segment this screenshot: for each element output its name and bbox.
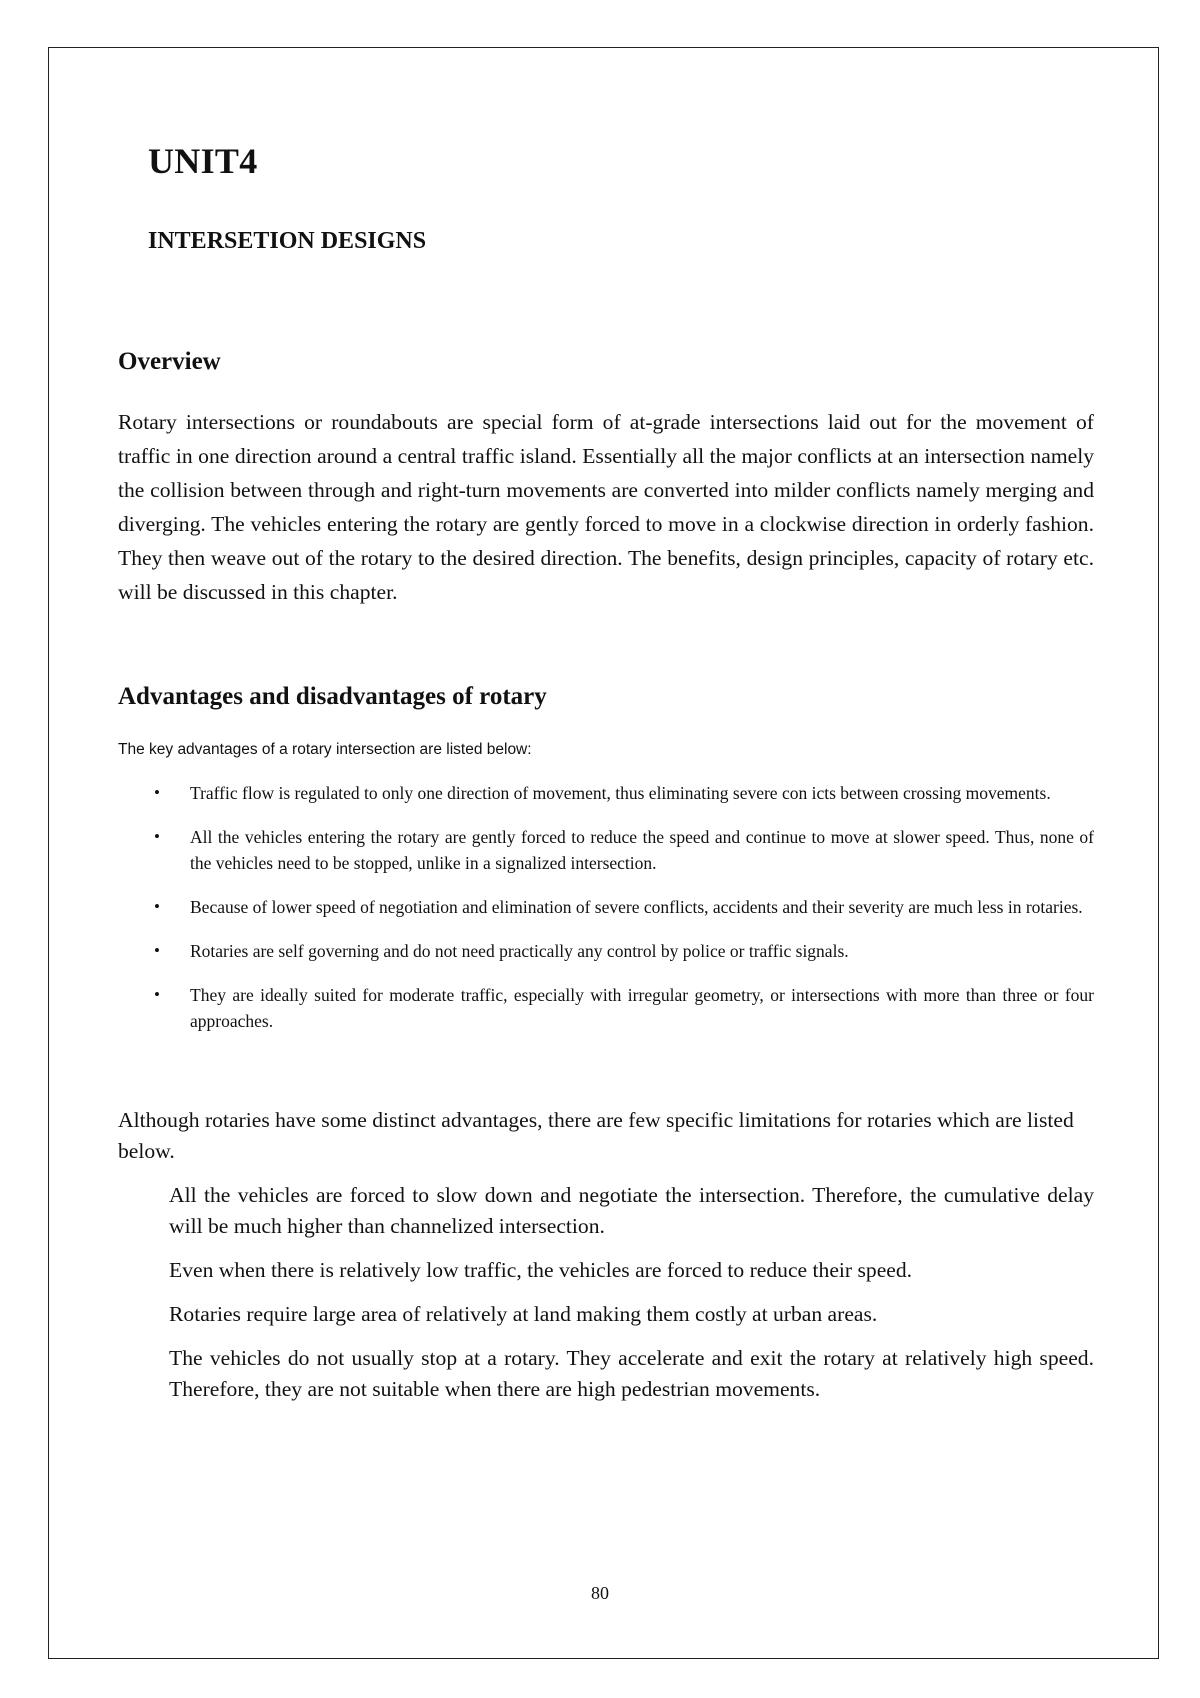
unit-title: UNIT4 (148, 141, 258, 181)
overview-heading: Overview (118, 348, 221, 375)
list-item-text: Traffic flow is regulated to only one direction of movement, thus eliminating severe con icts between crossing movements. (190, 783, 1051, 803)
advantages-list (118, 780, 1094, 1052)
limitations-list (169, 1180, 1094, 1418)
advantages-intro: The key advantages of a rotary intersection are listed below: (118, 741, 532, 758)
page-number: 80 (591, 1583, 609, 1603)
bullet-icon: • (154, 827, 160, 846)
list-item-text: All the vehicles entering the rotary are gently forced to reduce the speed and continue to move at slower speed. Thus, none of the vehicles need to be stopped, unlike in a signalized intersection. (190, 827, 1094, 873)
list-item (118, 894, 1094, 920)
list-item-text: They are ideally suited for moderate traffic, especially with irregular geometry, or intersections with more than three or four approaches. (190, 985, 1094, 1031)
list-item: Even when there is relatively low traffic, the vehicles are forced to reduce their speed. (169, 1258, 913, 1282)
advantages-heading: Advantages and disadvantages of rotary (118, 683, 547, 710)
list-item: The vehicles do not usually stop at a rotary. They accelerate and exit the rotary at relatively high speed. Therefore, they are not suitable when there are high pedestrian movements. (169, 1346, 1094, 1401)
list-item (118, 780, 1094, 806)
list-item (118, 824, 1094, 876)
overview-paragraph: Rotary intersections or roundabouts are special form of at-grade intersections laid out for the movement of traffic in one direction around a central traffic island. Essentially all the major conflicts at an intersection namely the collision between through and right-turn movements are converted into milder conflicts namely merging and diverging. The vehicles entering the rotary are gently forced to move in a clockwise direction in orderly fashion. They then weave out of the rotary to the desired direction. The benefits, design principles, capacity of rotary etc. will be discussed in this chapter. (118, 410, 1094, 604)
list-item-text: Because of lower speed of negotiation and elimination of severe conflicts, accidents and their severity are much less in rotaries. (190, 897, 1083, 917)
list-item (118, 938, 1094, 964)
list-item: All the vehicles are forced to slow down and negotiate the intersection. Therefore, the cumulative delay will be much higher than channelized intersection. (169, 1183, 1094, 1238)
bullet-icon: • (154, 783, 160, 802)
limitations-intro: Although rotaries have some distinct advantages, there are few specific limitations for rotaries which are listed below. (118, 1108, 1074, 1163)
list-item: Rotaries require large area of relatively at land making them costly at urban areas. (169, 1302, 878, 1326)
bullet-icon: • (154, 985, 160, 1004)
bullet-icon: • (154, 941, 160, 960)
chapter-title: INTERSETION DESIGNS (148, 228, 427, 254)
list-item-text: Rotaries are self governing and do not need practically any control by police or traffic signals. (190, 941, 849, 961)
list-item (118, 982, 1094, 1034)
bullet-icon: • (154, 897, 160, 916)
